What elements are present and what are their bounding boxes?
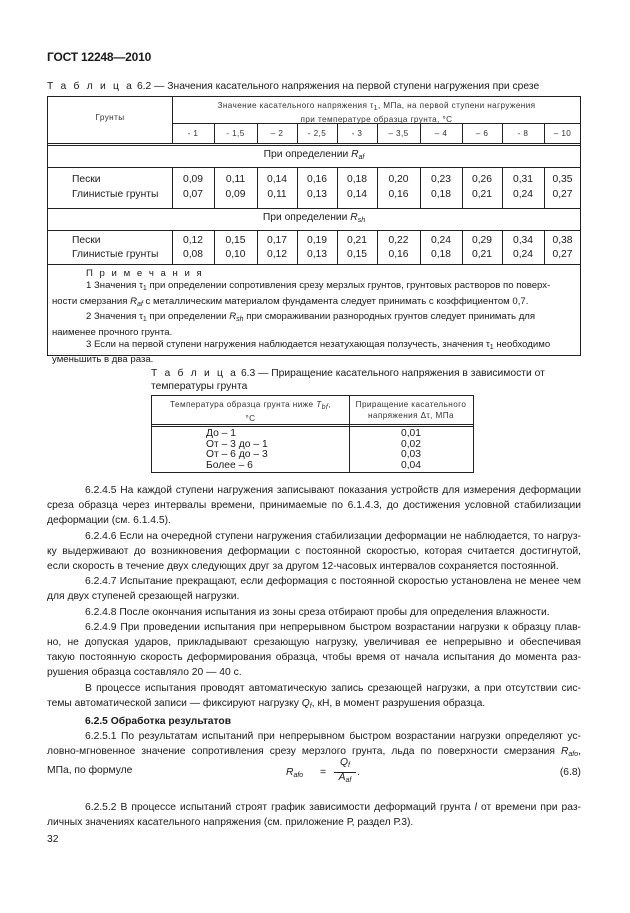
value-cell: 0,31	[512, 174, 534, 185]
note-symbol-sub: af	[137, 300, 143, 308]
col-header-symbol-sub: bf	[321, 404, 329, 411]
temp-header: – 4	[434, 129, 448, 138]
col-header-text: Температура образца грунта ниже	[170, 400, 317, 409]
note-3	[52, 339, 576, 354]
value-cell: 0,09	[225, 189, 246, 200]
value-cell: 0,03	[400, 449, 422, 460]
note-symbol-sub: sh	[236, 316, 244, 324]
value-cell: 0,21	[346, 235, 368, 246]
value-cell: 0,12	[266, 249, 288, 260]
notes-title: П р и м е ч а н и я	[86, 268, 204, 279]
text: , кН, в момент разрушения образца.	[311, 697, 486, 709]
col-header-text: Значение касательного напряжения τ	[217, 101, 374, 110]
soil-name: Глинистые грунты	[72, 189, 159, 200]
soil-name: Пески	[72, 174, 101, 185]
formula-6-8	[286, 757, 586, 791]
value-cell: 0,13	[306, 189, 328, 200]
value-column	[349, 429, 473, 471]
paragraph-6-2-5-2	[47, 800, 581, 815]
section-symbol-sub: af	[358, 154, 365, 161]
value-cell: 0,27	[552, 249, 573, 260]
temp-header: – 2	[270, 129, 284, 138]
temp-header: - 1	[187, 129, 199, 138]
note-text: необходимо	[493, 339, 551, 351]
temp-header: – 6	[475, 129, 489, 138]
note-sub: 1	[142, 316, 147, 324]
range-column	[206, 429, 268, 471]
text: ловно-мгновенное значение сопротивления срезу мерзлого грунта, льда по поверхности смерзания	[47, 746, 561, 758]
section-symbol: R	[350, 212, 358, 223]
value-cell: 0,21	[471, 249, 493, 260]
text: от времени при раз-	[476, 802, 581, 813]
paragraph-6-2-4-7: 6.2.4.7 Испытание прекращают, если деформация с постоянной скоростью установлена не менее чем	[85, 576, 581, 588]
temp-header: - 2,5	[307, 129, 327, 138]
section-symbol: R	[351, 149, 359, 160]
value-cell: 0,38	[552, 235, 573, 246]
section-title-raf	[48, 149, 580, 161]
note-2-cont: наименее прочного грунта.	[52, 326, 173, 338]
value-cell: 0,26	[471, 174, 493, 185]
note-text: 2 Значения τ	[86, 311, 143, 323]
value-cell: 0,19	[306, 235, 328, 246]
value-cell: 0,34	[512, 235, 534, 246]
text: ,	[578, 746, 581, 758]
value-cell: 0,24	[512, 249, 534, 260]
col-header-sub: 1	[373, 105, 378, 112]
value-cell: 0,24	[512, 189, 534, 200]
table-caption-text: 6.3 — Приращение касательного напряжения в зависимости от	[240, 368, 545, 379]
paragraph-line: если скорость в течение двух следующих друг за другом 12-часовых интервалов сохраняется постоянной.	[47, 561, 559, 573]
soil-name: Пески	[72, 235, 101, 246]
paragraph-auto-record: В процессе испытания проводят автоматическую запись срезающей нагрузки, а при отсутствии сис-	[85, 682, 581, 694]
section-heading-6-2-5: 6.2.5 Обработка результатов	[85, 716, 232, 728]
symbol: l	[474, 802, 477, 813]
value-cell: 0,04	[400, 459, 422, 471]
section-title-text: При определении	[262, 212, 351, 223]
value-cell: 0,16	[306, 174, 328, 185]
formula-period: .	[357, 767, 360, 778]
value-cell: 0,16	[388, 189, 409, 200]
formula-symbol: A	[338, 772, 346, 783]
section-title-text: При определении	[263, 149, 352, 160]
formula-symbol-sub: af	[345, 777, 352, 784]
value-cell: 0,18	[346, 174, 368, 185]
value-cell: 0,07	[182, 189, 204, 200]
col-header-text-2: напряжения Δτ, МПа	[368, 411, 454, 420]
col-header-soil: Грунты	[95, 113, 125, 122]
formula-denominator	[334, 772, 356, 787]
formula-lhs	[286, 767, 303, 779]
formula-symbol: R	[286, 767, 294, 778]
col-header-line2: при температуре образца грунта, °С	[300, 115, 453, 124]
paragraph-6-2-4-6: 6.2.4.6 Если на очередной ступени нагружения стабилизации деформации не наблюдается, то нагруз-	[85, 530, 581, 542]
formula-symbol: Q	[340, 757, 349, 768]
value-cell: 0,35	[552, 174, 573, 185]
symbol-sub: afo	[568, 751, 579, 759]
note-symbol: R	[130, 295, 137, 307]
value-cell: 0,10	[225, 249, 246, 260]
table-6-2	[47, 96, 581, 366]
paragraph-line: личных значениях касательного напряжения (см. приложение Р, раздел Р.3).	[47, 817, 414, 829]
value-cell: 0,02	[400, 438, 422, 450]
note-sub: 1	[489, 344, 494, 352]
value-cell: 0,22	[388, 235, 409, 246]
note-text: при определении сопротивления срезу мерзлых грунтов, грунтовых растворов по поверх-	[146, 280, 551, 292]
paragraph-line: такую постоянную скорость деформирования образца, чтобы время от начала испытания до момента раз-	[47, 652, 581, 664]
col-header-text: Приращение касательного	[355, 400, 467, 409]
value-cell: 0,17	[266, 235, 288, 246]
note-3-cont: уменьшить в два раза.	[52, 354, 154, 366]
note-text: 1 Значения τ	[86, 280, 143, 292]
value-cell: 0,15	[346, 249, 368, 260]
table-6-3-caption	[151, 367, 545, 393]
note-2	[52, 311, 576, 326]
text: 6.2.5.2 В процессе испытаний строят график зависимости деформаций грунта	[85, 802, 475, 813]
page-number: 32	[47, 834, 59, 845]
paragraph-line: среза образца через интервалы времени, принимаемые по 6.1.4.3, до достижения условной стабилизации	[47, 500, 581, 512]
col-header-group	[172, 100, 581, 125]
paragraph-line: МПа, по формуле	[47, 764, 133, 776]
paragraph-line: ку выдерживают до возникновения деформации с постоянной скоростью, которая считается достигнутой,	[47, 545, 581, 557]
table-notes	[52, 268, 576, 367]
soil-name: Глинистые грунты	[72, 249, 159, 260]
table-caption-text-2: температуры грунта	[151, 381, 248, 392]
note-text: 3 Если на первой ступени нагружения наблюдается незатухающая ползучесть, значения τ	[86, 339, 490, 351]
value-cell: 0,12	[182, 235, 204, 246]
range-cell: От – 3 до – 1	[206, 438, 268, 450]
value-cell: 0,21	[471, 189, 493, 200]
temp-header: - 1,5	[226, 129, 245, 138]
col-header-symbol: T	[316, 400, 322, 409]
value-cell: 0,14	[346, 189, 368, 200]
body-text-2	[47, 800, 581, 830]
body-text	[47, 483, 581, 778]
col-header-text-end: , МПа, на первой ступени нагружения	[377, 101, 536, 110]
value-cell: 0,11	[225, 174, 246, 185]
table-6-3	[151, 395, 474, 473]
paragraph-line: для двух ступеней срезающей нагрузки.	[47, 591, 240, 603]
note-text: при смораживании разнородных грунтов следует принимать для	[243, 311, 536, 323]
value-cell: 0,23	[430, 174, 452, 185]
standard-title: ГОСТ 12248—2010	[47, 50, 152, 64]
value-cell: 0,29	[471, 235, 493, 246]
col-header-text: ,	[328, 400, 331, 409]
value-cell: 0,18	[430, 249, 452, 260]
value-cell: 0,18	[430, 189, 452, 200]
note-1	[52, 280, 576, 295]
note-text: с металлическим материалом фундамента следует принимать с коэффициентом 0,7.	[142, 295, 529, 307]
col-header-temperature	[152, 399, 349, 424]
symbol: Q	[301, 697, 310, 709]
value-cell: 0,08	[182, 249, 204, 260]
value-cell: 0,01	[400, 428, 422, 439]
section-symbol-sub: sh	[357, 217, 366, 224]
table-label: Т а б л и ц а	[151, 368, 239, 379]
temp-header: – 3,5	[388, 129, 409, 138]
value-cell: 0,14	[266, 174, 288, 185]
paragraph-6-2-4-5: 6.2.4.5 На каждой ступени нагружения записывают показания устройств для измерения деформации	[85, 485, 581, 496]
formula-equals: =	[320, 767, 327, 778]
table-caption-text: 6.2 — Значения касательного напряжения на первой ступени нагружения при срезе	[136, 81, 540, 92]
value-cell: 0,13	[306, 249, 328, 260]
table-label: Т а б л и ц а	[47, 81, 135, 92]
paragraph-6-2-5-1: 6.2.5.1 По результатам испытаний при непрерывном быстром возрастании нагрузки определяют ус-	[85, 731, 581, 743]
value-cell: 0,11	[267, 189, 287, 200]
note-symbol: R	[229, 311, 237, 323]
formula-number: (6.8)	[559, 767, 581, 778]
value-cell: 0,15	[225, 235, 246, 246]
note-text: при определении	[146, 311, 230, 323]
paragraph-line: деформации (см. 6.1.4.5).	[47, 515, 171, 527]
value-cell: 0,20	[388, 174, 409, 185]
note-text: ности смерзания	[52, 295, 131, 307]
section-title-rsh	[48, 212, 580, 224]
temp-header: - 8	[517, 129, 529, 138]
text: темы автоматической записи — фиксируют нагрузку	[47, 697, 302, 709]
formula-numerator	[334, 757, 356, 773]
table-6-2-caption	[47, 81, 539, 92]
formula-symbol-sub: afo	[293, 772, 304, 779]
paragraph-6-2-4-8: 6.2.4.8 После окончания испытания из зоны среза отбирают пробы для определения влажности.	[85, 606, 550, 618]
col-header-unit: °С	[245, 414, 256, 423]
paragraph-6-2-4-9: 6.2.4.9 При проведении испытания при непрерывном быстром возрастании нагрузки к образцу плав-	[85, 621, 581, 633]
temp-header: – 10	[553, 129, 572, 138]
note-sub: 1	[142, 285, 147, 293]
paragraph-line: рушения образца составляло 20 — 40 с.	[47, 667, 242, 679]
value-cell: 0,24	[430, 235, 452, 246]
col-header-increment	[349, 399, 473, 421]
temp-header: - 3	[351, 129, 363, 138]
symbol-sub: f	[309, 702, 312, 710]
paragraph-line: но, не допуская ударов, прикладывают срезающую нагрузку, увеличивая ее непрерывно и обеспечивая	[47, 637, 581, 649]
symbol: R	[560, 746, 569, 758]
value-cell: 0,16	[388, 249, 409, 260]
note-1-cont	[52, 296, 576, 311]
range-cell: Более – 6	[206, 459, 253, 471]
range-cell: От – 6 до – 3	[206, 449, 268, 460]
range-cell: До – 1	[206, 428, 236, 439]
formula-symbol-sub: f	[348, 762, 350, 769]
value-cell: 0,09	[182, 174, 204, 185]
paragraph-line	[47, 696, 581, 714]
value-cell: 0,27	[552, 189, 573, 200]
